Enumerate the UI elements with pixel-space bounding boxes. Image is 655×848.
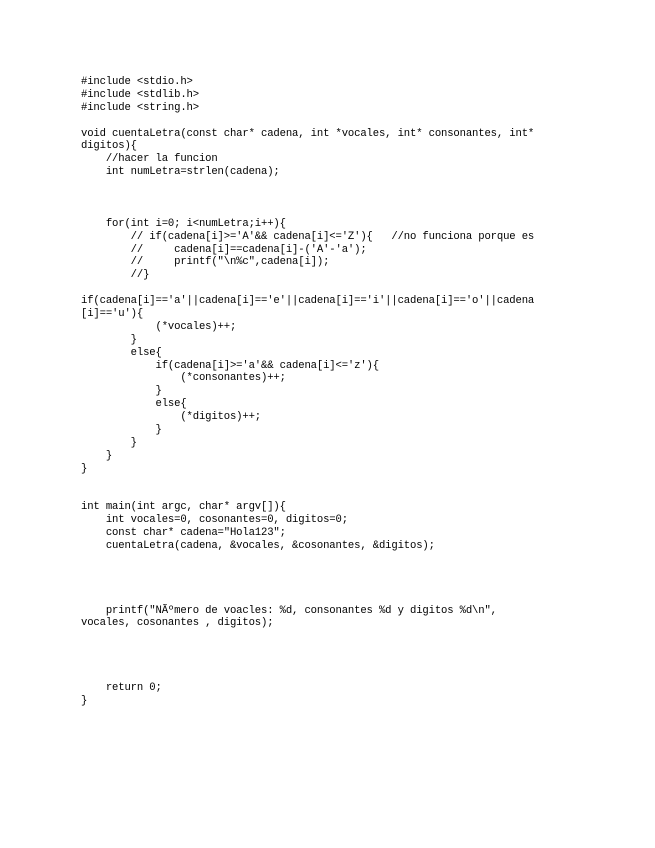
code-line: printf("NÃºmero de voacles: %d, consonantes %d y digitos %d\n", (81, 604, 497, 617)
code-listing (81, 76, 581, 708)
code-line: } (81, 385, 162, 398)
code-line (81, 630, 581, 643)
code-line (81, 553, 581, 566)
code-line: } (81, 694, 88, 707)
code-line: #include <stdlib.h> (81, 88, 199, 101)
code-line: if(cadena[i]=='a'||cadena[i]=='e'||cadena[i]=='i'||cadena[i]=='o'||cadena (81, 295, 535, 308)
code-line: int numLetra=strlen(cadena); (81, 166, 280, 179)
code-line: } (81, 436, 137, 449)
code-line: cuentaLetra(cadena, &vocales, &cosonantes, &digitos); (81, 540, 435, 553)
code-line: } (81, 462, 88, 475)
code-line: for(int i=0; i<numLetra;i++){ (81, 217, 286, 230)
code-line: } (81, 424, 162, 437)
code-line: void cuentaLetra(const char* cadena, int *vocales, int* consonantes, int* (81, 127, 535, 140)
code-line: else{ (81, 346, 162, 359)
code-line: // printf("\n%c",cadena[i]); (81, 256, 330, 269)
code-line (81, 205, 581, 218)
code-line (81, 476, 581, 489)
code-line (81, 643, 581, 656)
code-line: const char* cadena="Hola123"; (81, 527, 286, 540)
code-line: // if(cadena[i]>='A'&& cadena[i]<='Z'){ //no funciona porque es (81, 230, 535, 243)
code-line: if(cadena[i]>='a'&& cadena[i]<='z'){ (81, 359, 379, 372)
code-line: return 0; (81, 681, 162, 694)
code-line (81, 179, 581, 192)
code-line: digitos){ (81, 140, 137, 153)
code-line: vocales, cosonantes , digitos); (81, 617, 274, 630)
code-line: else{ (81, 398, 187, 411)
code-line: } (81, 449, 113, 462)
code-line: (*digitos)++; (81, 411, 262, 424)
code-line: int main(int argc, char* argv[]){ (81, 501, 286, 514)
code-line: //} (81, 269, 150, 282)
code-line: [i]=='u'){ (81, 308, 144, 321)
code-line: // cadena[i]==cadena[i]-('A'-'a'); (81, 243, 367, 256)
code-line: } (81, 333, 137, 346)
code-line: int vocales=0, cosonantes=0, digitos=0; (81, 514, 348, 527)
code-line (81, 115, 581, 128)
code-line: (*consonantes)++; (81, 372, 286, 385)
code-line: //hacer la funcion (81, 153, 218, 166)
code-line (81, 592, 581, 605)
code-line: #include <stdio.h> (81, 76, 193, 88)
code-line (81, 566, 581, 579)
code-line (81, 489, 581, 502)
code-line: #include <string.h> (81, 101, 199, 114)
code-line (81, 282, 581, 295)
code-line (81, 579, 581, 592)
code-line (81, 669, 581, 682)
code-line (81, 192, 581, 205)
code-line (81, 656, 581, 669)
code-line: (*vocales)++; (81, 320, 237, 333)
